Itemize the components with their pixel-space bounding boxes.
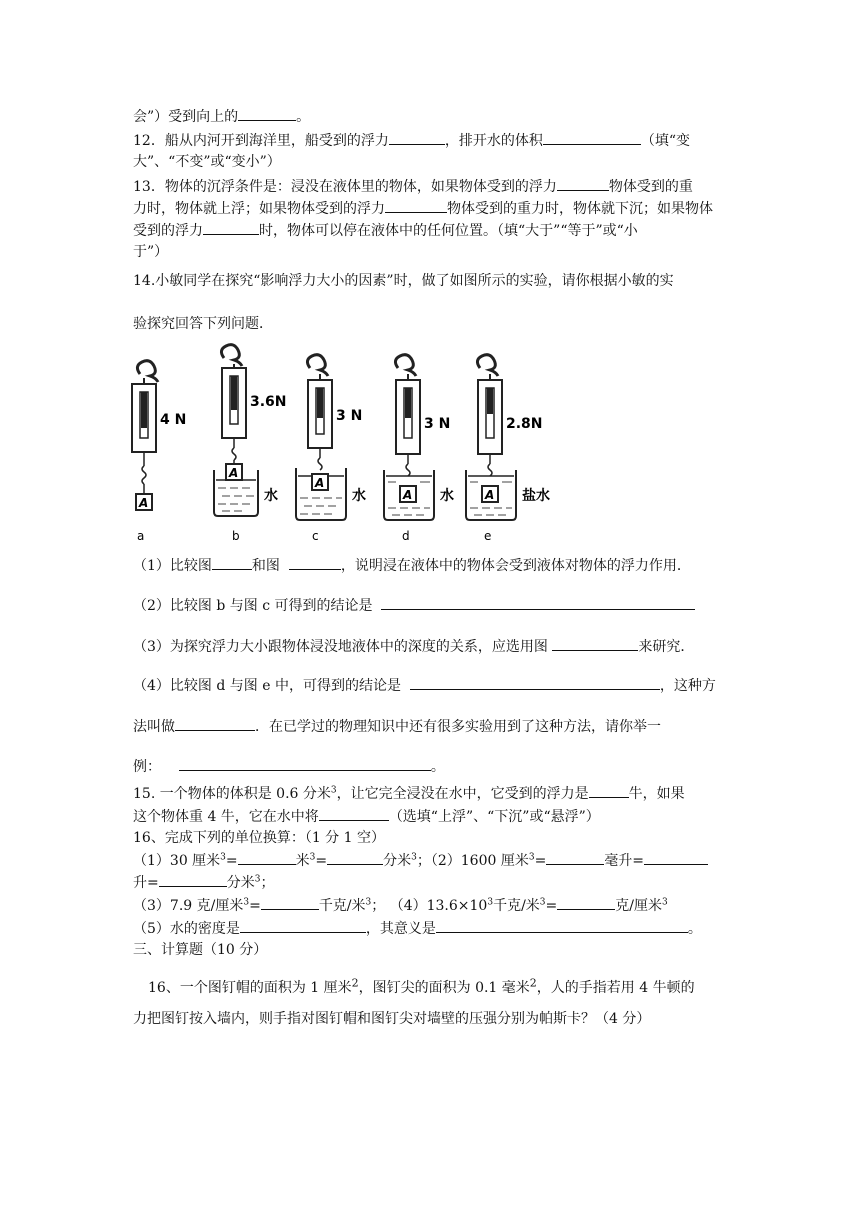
section-3-heading (133, 940, 267, 960)
q16-r3-b: = (249, 898, 261, 914)
q16-r1-a: （1）30 厘米 (133, 853, 221, 869)
q11-blank[interactable] (238, 106, 296, 121)
q12-line1 (133, 130, 690, 151)
q12-text-b: ，排开水的体积 (444, 133, 543, 149)
q16-r1-d: = (315, 853, 328, 869)
reading-e: 2.8N (506, 416, 543, 432)
q15-text-c: 牛，如果 (628, 786, 685, 802)
q14-s4-text-e: 例： (133, 759, 161, 775)
label-b: b (232, 529, 240, 543)
q12-text-c: （填“变 (640, 133, 690, 149)
q14-s4-text-c: 法叫做 (133, 719, 175, 735)
q13-line4 (133, 242, 168, 262)
q14-s4-text-a: （4）比较图 d 与图 e 中，可得到的结论是 (133, 678, 401, 694)
q15-text-d: 这个物体重 4 牛，它在水中将 (133, 809, 319, 825)
q14-s1-blank-1[interactable] (212, 555, 252, 570)
setup-b (214, 345, 287, 543)
exp: 3 (309, 852, 316, 863)
q16-r1-f: ；（2）1600 厘米 (416, 853, 529, 869)
exp: 3 (411, 852, 417, 863)
q16-r4-b: ，其意义是 (365, 921, 436, 937)
exp: 3 (220, 852, 226, 863)
q16-r3-f: = (545, 898, 558, 914)
q16-row1 (133, 850, 708, 871)
q14-s2 (133, 595, 695, 616)
q14-s3-blank[interactable] (552, 636, 638, 651)
q14-intro-1 (133, 271, 674, 291)
exp: 3 (528, 852, 535, 863)
reading-d: 3 N (424, 416, 451, 432)
q13-text-3b: 时，物体可以停在液体中的任何位置。（填“大于”“等于”或“小 (259, 223, 638, 239)
q16-r1-e: 分米 (383, 853, 412, 869)
block-label: A (229, 466, 239, 480)
exp2: 2 (529, 976, 537, 990)
q15-line1 (133, 783, 685, 804)
block-label: A (139, 496, 149, 510)
q16-blank-6[interactable] (261, 895, 319, 910)
q13-text-4: 于”） (133, 244, 169, 260)
q14-s4-text-d: ．在已学过的物理知识中还有很多实验用到了这种方法，请你举一 (255, 719, 661, 735)
q14-s3-text-a: （3）为探究浮力大小跟物体浸没地液体中的深度的关系，应选用图 (133, 639, 548, 655)
q14-s2-blank[interactable] (381, 595, 695, 610)
q16-r4-c: 。 (687, 921, 702, 937)
q16-blank-5[interactable] (159, 872, 227, 887)
q16-blank-1[interactable] (238, 850, 296, 865)
q12-text-d: 大”、“不变”或“变小”） (133, 154, 281, 170)
calc16-text-a: 16、一个图钉帽的面积为 1 厘米 (148, 980, 352, 996)
q16-blank-3[interactable] (546, 850, 604, 865)
q15-text-a: 15. 一个物体的体积是 0.6 分米 (133, 786, 331, 802)
q14-s4-blank-3[interactable] (179, 756, 431, 771)
q16-row4 (133, 918, 702, 939)
q14-s4-line2 (133, 716, 661, 737)
q12-blank-2[interactable] (543, 130, 641, 145)
q13-text-2a: 力时，物体就上浮；如果物体受到的浮力 (133, 201, 385, 217)
block-label: A (403, 488, 413, 502)
calc16-text-d: 力把图钉按入墙内，则手指对图钉帽和图钉尖对墙壁的压强分别为帕斯卡？（4 分） (133, 1011, 651, 1027)
hook-top-icon (137, 361, 158, 382)
label-d: d (402, 529, 410, 543)
q14-s4-blank-1[interactable] (410, 675, 660, 690)
calc16-line2 (133, 1009, 650, 1029)
q11-end: 。 (296, 109, 311, 125)
q13-blank-3[interactable] (203, 220, 259, 235)
block-label: A (315, 476, 325, 490)
setup-d (384, 355, 454, 543)
liquid-b: 水 (264, 488, 278, 504)
setup-c (296, 355, 366, 543)
q15-blank-1[interactable] (589, 783, 629, 798)
q16-blank-2[interactable] (327, 850, 383, 865)
q13-text-1a: 13．物体的沉浮条件是：浸没在液体里的物体，如果物体受到的浮力 (133, 179, 557, 195)
q16-r1-c: 米 (295, 853, 310, 869)
q14-s4-text-b: ，这种方 (659, 678, 716, 694)
exp: 3 (661, 897, 668, 908)
liquid-e: 盐水 (522, 488, 550, 504)
q15-text-e: （选填“上浮”、“下沉”或“悬浮”） (388, 809, 600, 825)
q16-title (133, 828, 385, 848)
label-c: c (312, 529, 319, 543)
calc16-text-b: ，图钉尖的面积为 0.1 毫米 (358, 980, 530, 996)
spring-scale-experiment-figure (126, 340, 566, 545)
q11-text: 会”）受到向上的 (133, 109, 239, 125)
exp: 3 (487, 897, 494, 908)
q16-r3-g: 克/厘米 (615, 898, 662, 914)
exp: 3 (243, 897, 250, 908)
q13-text-1b: 物体受到的重 (608, 179, 693, 195)
q16-row2 (133, 872, 274, 893)
q14-s4-blank-2[interactable] (175, 716, 255, 731)
q11-tail-line (133, 106, 310, 127)
setup-e (466, 355, 550, 543)
q15-exp: 3 (330, 785, 337, 796)
calc16-text-c: ，人的手指若用 4 牛顿的 (536, 980, 695, 996)
q14-intro-text-1: 14.小敏同学在探究“影响浮力大小的因素”时，做了如图所示的实验，请你根据小敏的实 (133, 273, 674, 289)
q12-blank-1[interactable] (389, 130, 445, 145)
q14-s4-line3 (133, 756, 445, 777)
q14-s1 (133, 555, 691, 576)
q15-line2 (133, 806, 600, 827)
reading-b: 3.6N (250, 394, 287, 410)
q16-blank-8[interactable] (240, 918, 366, 933)
block-label: A (485, 488, 495, 502)
q16-r1-g: = (534, 853, 547, 869)
q14-s1-text-a: （1）比较图 (133, 558, 212, 574)
q14-s3 (133, 636, 694, 657)
q16-row3 (133, 895, 668, 916)
q14-s3-text-b: 来研究． (638, 639, 695, 655)
q16-r1-h: 毫升= (604, 853, 645, 869)
liquid-d: 水 (440, 488, 454, 504)
q16-r2-a: 升= (133, 875, 159, 891)
q16-r2-c: ； (260, 875, 275, 891)
q14-s1-blank-2[interactable] (289, 555, 341, 570)
calc16-line1 (148, 978, 695, 998)
section-3-text: 三、计算题（10 分） (133, 942, 268, 958)
q13-blank-2[interactable] (385, 198, 447, 213)
q13-text-2b: 物体受到的重力时，物体就下沉；如果物体 (447, 201, 713, 217)
q12-line2 (133, 152, 281, 172)
q16-title-text: 16、完成下列的单位换算：（1 分 1 空） (133, 830, 385, 846)
q14-s1-text-c: ，说明浸在液体中的物体会受到液体对物体的浮力作用． (340, 558, 691, 574)
exp: 3 (254, 874, 261, 885)
q14-s2-text: （2）比较图 b 与图 c 可得到的结论是 (133, 598, 373, 614)
q13-line2 (133, 198, 713, 219)
q14-s4-line1 (133, 675, 716, 696)
q16-r3-e: 千克/米 (493, 898, 540, 914)
exp: 3 (539, 897, 546, 908)
reading-c: 3 N (336, 408, 363, 424)
q15-text-b: ，让它完全浸没在水中，它受到的浮力是 (336, 786, 589, 802)
q16-blank-9[interactable] (436, 918, 688, 933)
q16-r3-c: 千克/米 (318, 898, 366, 914)
liquid-c: 水 (352, 488, 366, 504)
q16-r3-d: ； （4）13.6×10 (371, 898, 488, 914)
q13-line3 (133, 220, 638, 241)
exp: 3 (365, 897, 372, 908)
reading-a: 4 N (160, 412, 187, 428)
setup-a (132, 361, 186, 543)
label-a: a (137, 529, 145, 543)
q12-text-a: 12．船从内河开到海洋里，船受到的浮力 (133, 133, 389, 149)
label-e: e (484, 529, 492, 543)
q13-line1 (133, 176, 693, 197)
q13-text-3a: 受到的浮力 (133, 223, 203, 239)
q14-s4-text-f: 。 (430, 759, 445, 775)
q16-r3-a: （3）7.9 克/厘米 (133, 898, 244, 914)
q15-blank-2[interactable] (319, 806, 389, 821)
q16-r1-b: = (225, 853, 238, 869)
q16-r4-a: （5）水的密度是 (133, 921, 240, 937)
q16-blank-7[interactable] (557, 895, 615, 910)
q14-intro-text-2: 验探究回答下列问题． (133, 316, 273, 332)
q16-r2-b: 分米 (226, 875, 255, 891)
q16-blank-4[interactable] (644, 850, 708, 865)
q14-s1-text-b: 和图 (251, 558, 280, 574)
exp2: 2 (351, 976, 359, 990)
q13-blank-1[interactable] (557, 176, 609, 191)
q14-intro-2 (133, 314, 273, 334)
